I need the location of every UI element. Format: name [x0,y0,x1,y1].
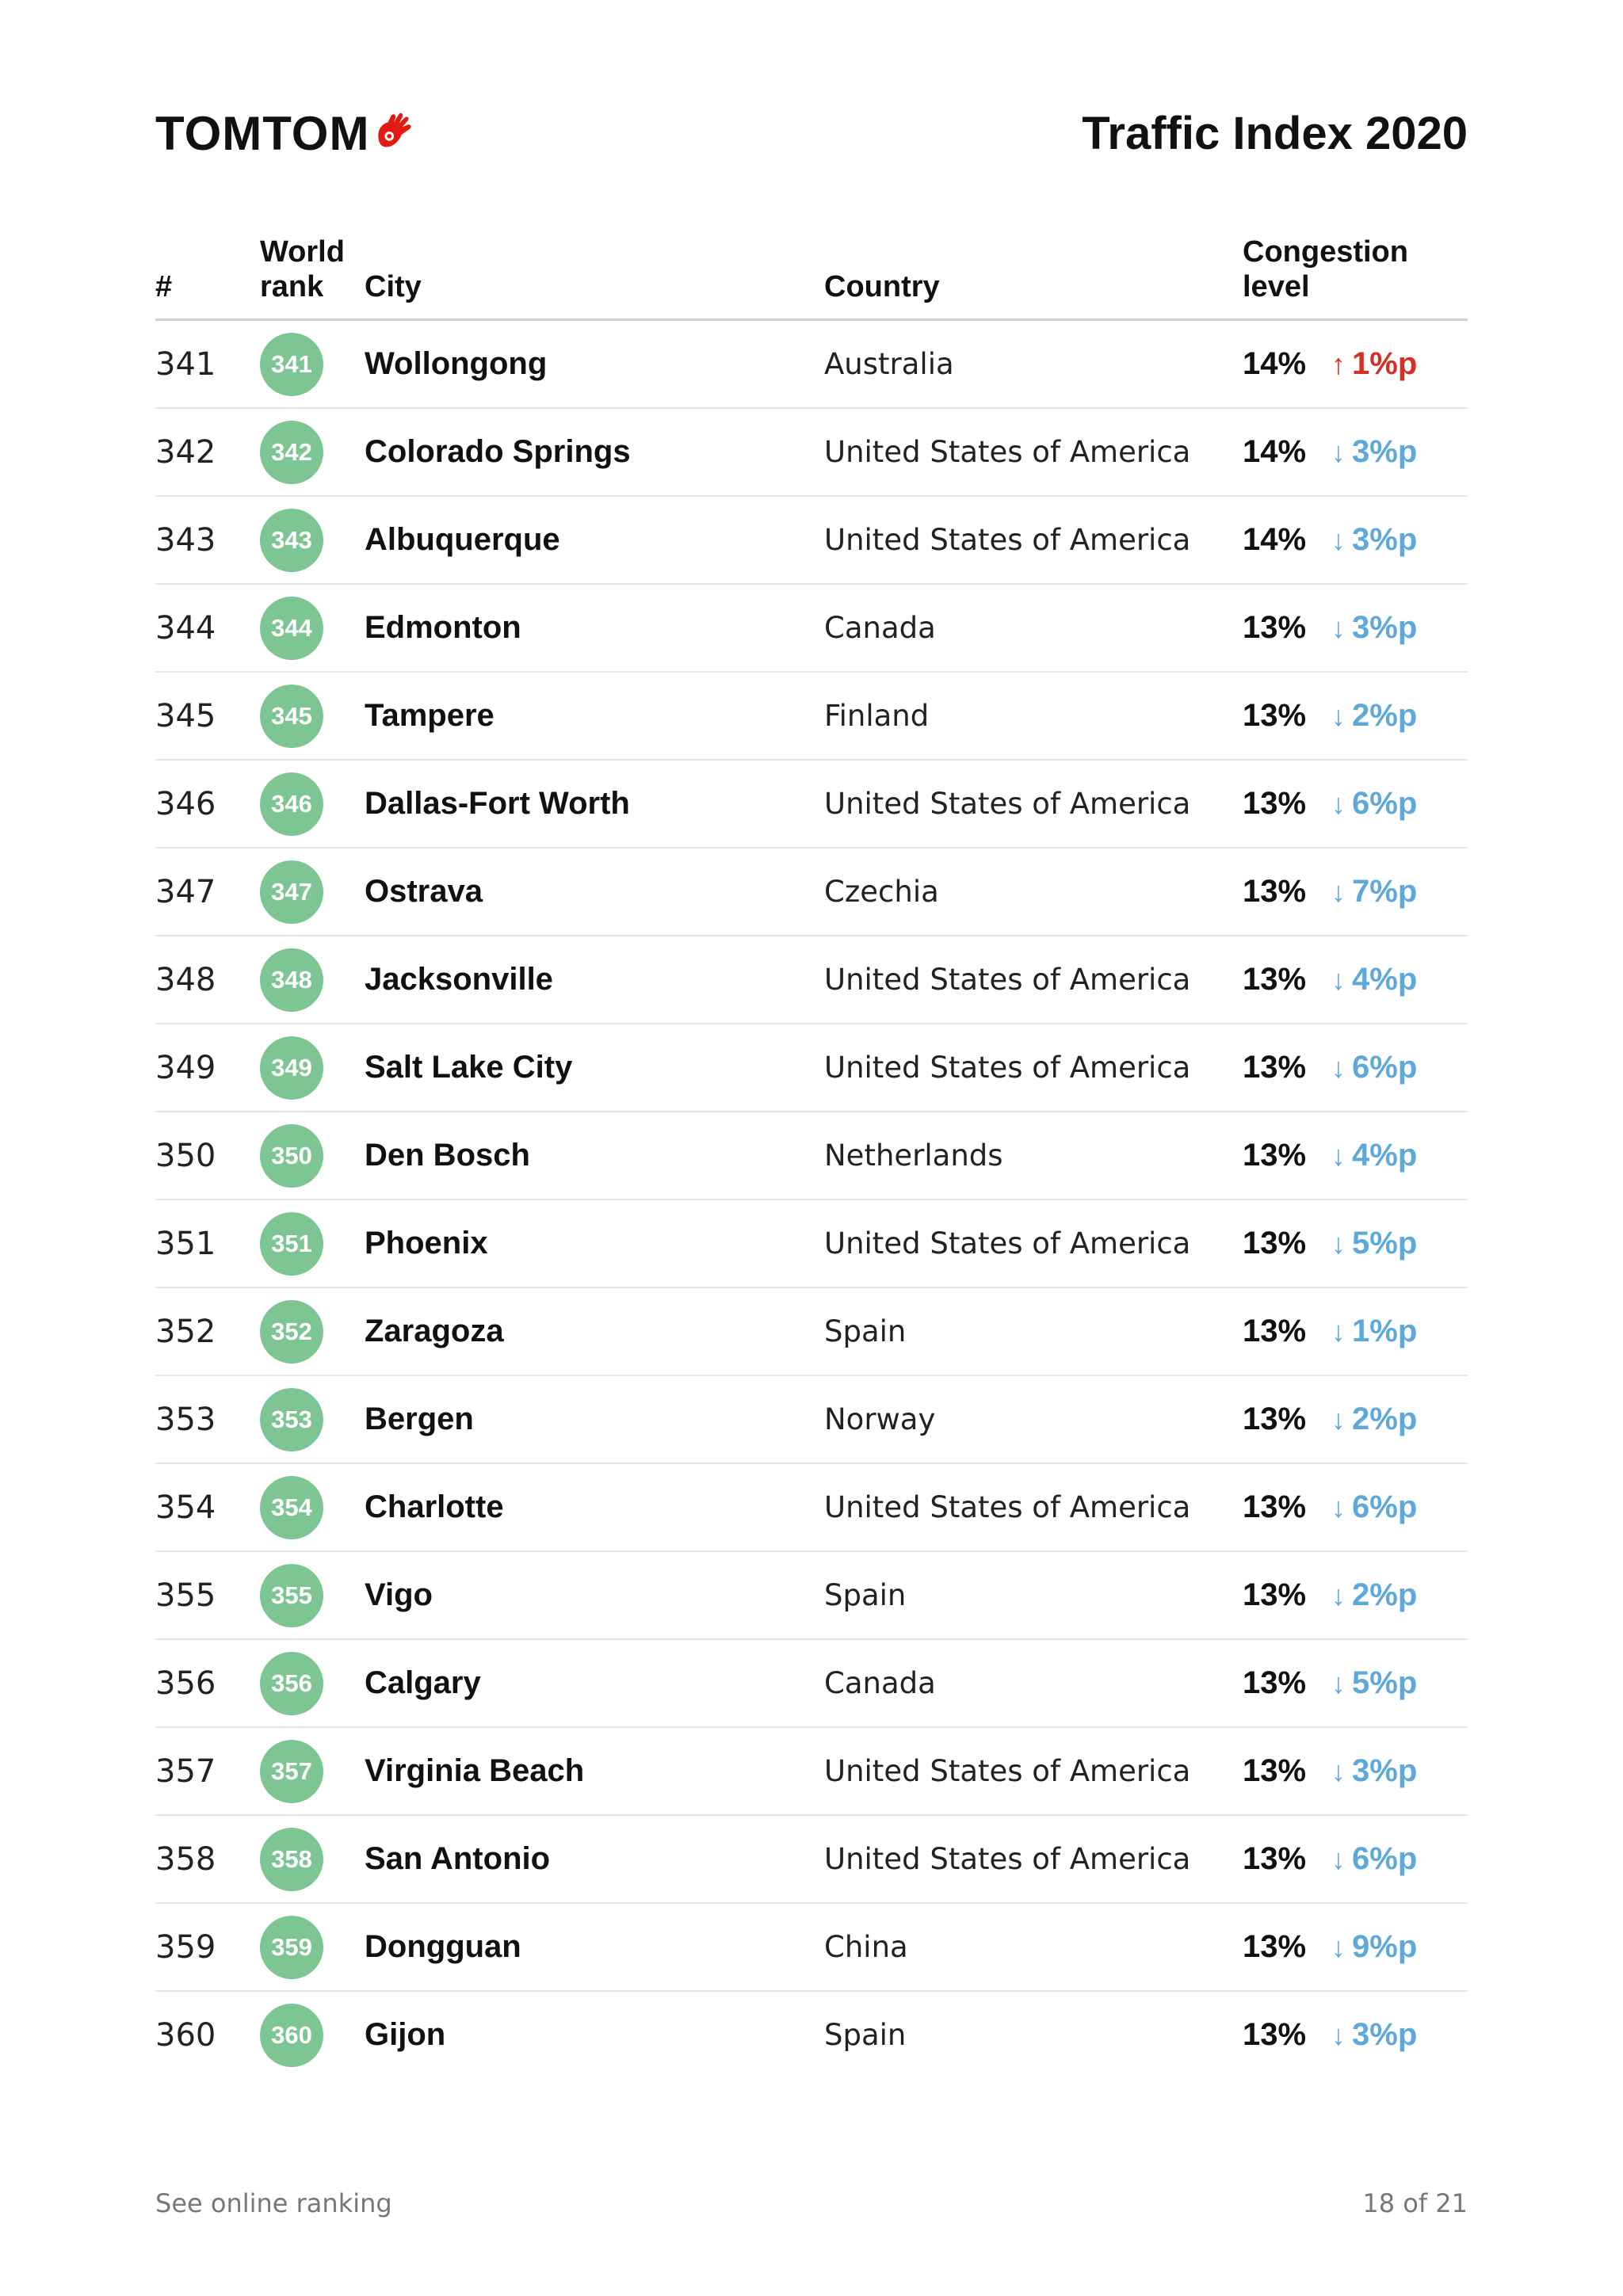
congestion-change [1331,786,1417,822]
world-rank-badge: 341 [260,333,323,396]
congestion-change-value: 4%p [1352,1138,1418,1173]
row-number: 354 [155,1463,260,1551]
country-name: United States of America [824,496,1243,584]
congestion-cell [1243,936,1468,1024]
table-row [155,760,1468,848]
column-header-city: City [365,235,824,320]
congestion-change-value: 6%p [1352,1841,1418,1876]
congestion-change-value: 2%p [1352,1577,1418,1612]
congestion-level: 14% [1243,434,1307,469]
congestion-cell [1243,1199,1468,1287]
congestion-level: 13% [1243,610,1307,645]
world-rank-badge: 346 [260,772,323,836]
world-rank-cell [260,1551,365,1639]
table-row [155,584,1468,672]
congestion-change [1331,1226,1417,1261]
row-number: 345 [155,672,260,760]
world-rank-badge: 351 [260,1212,323,1276]
world-rank-cell [260,1112,365,1199]
congestion-cell [1243,1551,1468,1639]
table-row [155,936,1468,1024]
row-number: 359 [155,1903,260,1991]
table-row [155,1727,1468,1815]
world-rank-cell [260,760,365,848]
table-row [155,1815,1468,1903]
congestion-change [1331,346,1417,382]
row-number: 360 [155,2016,216,2054]
world-rank-cell [260,320,365,409]
city-name: Tampere [365,672,824,760]
column-header-world-rank-line1: World [260,235,345,269]
city-name: Charlotte [365,1463,824,1551]
congestion-cell [1243,672,1468,760]
country-name: Australia [824,320,1243,409]
country-name: Finland [824,672,1243,760]
arrow-down-icon: ↓ [1331,1138,1346,1172]
country-name: Spain [824,2018,907,2052]
row-number: 358 [155,1815,260,1903]
congestion-level: 13% [1243,1402,1307,1436]
congestion-change-value: 6%p [1352,1050,1418,1085]
congestion-cell [1243,1463,1468,1551]
city-name: Den Bosch [365,1112,824,1199]
arrow-down-icon: ↓ [1331,611,1346,644]
table-row [155,1639,1468,1727]
congestion-change-value: 3%p [1352,522,1418,557]
congestion-cell [1243,1375,1468,1463]
arrow-down-icon: ↓ [1331,1842,1346,1875]
world-rank-badge: 353 [260,1388,323,1451]
arrow-down-icon: ↓ [1331,1314,1346,1348]
world-rank-cell [260,672,365,760]
city-name: Dallas-Fort Worth [365,760,824,848]
country-name: United States of America [824,1024,1243,1112]
congestion-cell [1243,408,1468,496]
congestion-level: 13% [1243,1577,1307,1612]
arrow-down-icon: ↓ [1331,1051,1346,1084]
congestion-change-value: 3%p [1352,434,1418,469]
congestion-cell [1243,848,1468,936]
congestion-level: 13% [1243,1050,1307,1085]
city-name: Colorado Springs [365,408,824,496]
row-number: 341 [155,320,260,409]
world-rank-badge: 356 [260,1652,323,1715]
world-rank-cell [260,1463,365,1551]
arrow-down-icon: ↓ [1331,523,1346,556]
world-rank-badge: 359 [260,1916,323,1979]
city-name: Vigo [365,1551,824,1639]
country-name: Spain [824,1551,1243,1639]
country-name: United States of America [824,760,1243,848]
world-rank-badge: 357 [260,1740,323,1803]
row-number: 353 [155,1375,260,1463]
congestion-change [1331,962,1417,997]
congestion-cell [1243,584,1468,672]
congestion-change [1331,1753,1417,1789]
world-rank-badge: 342 [260,421,323,484]
page-title: Traffic Index 2020 [1082,107,1468,159]
country-name: Canada [824,584,1243,672]
congestion-change [1331,2017,1417,2053]
world-rank-cell [260,1199,365,1287]
world-rank-badge: 348 [260,948,323,1012]
congestion-level: 14% [1243,346,1307,381]
city-name: Salt Lake City [365,1024,824,1112]
world-rank-cell [260,1727,365,1815]
congestion-cell [1243,1815,1468,1903]
table-row [155,672,1468,760]
congestion-change-value: 3%p [1352,1753,1418,1788]
table-row [155,1024,1468,1112]
arrow-down-icon: ↓ [1331,963,1346,996]
congestion-change-value: 9%p [1352,1929,1418,1964]
row-number: 342 [155,408,260,496]
table-row [155,1112,1468,1199]
table-row [155,1991,1468,2078]
world-rank-badge: 354 [260,1476,323,1539]
country-name: Netherlands [824,1112,1243,1199]
see-online-ranking-link[interactable]: See online ranking [155,2188,392,2218]
country-name: United States of America [824,1727,1243,1815]
congestion-cell [1243,320,1468,409]
world-rank-cell [260,408,365,496]
congestion-change-value: 6%p [1352,786,1418,821]
column-header-congestion: Congestion level [1243,235,1468,320]
congestion-change-value: 2%p [1352,1402,1418,1436]
table-row [155,320,1468,409]
congestion-level: 13% [1243,1314,1307,1348]
congestion-cell [1243,1903,1468,1991]
congestion-cell [1243,1727,1468,1815]
congestion-change-value: 5%p [1352,1226,1418,1261]
congestion-change [1331,434,1417,470]
arrow-up-icon: ↑ [1331,347,1346,380]
page-footer [155,2188,1468,2218]
tomtom-hand-icon [371,109,420,158]
congestion-change-value: 1%p [1352,1314,1418,1348]
world-rank-badge: 343 [260,509,323,572]
table-header-row [155,235,1468,320]
congestion-change [1331,522,1417,558]
world-rank-cell [260,496,365,584]
country-name: Canada [824,1639,1243,1727]
table-row [155,1551,1468,1639]
arrow-down-icon: ↓ [1331,699,1346,732]
country-name: United States of America [824,1815,1243,1903]
congestion-change [1331,1577,1417,1613]
congestion-cell [1243,496,1468,584]
congestion-cell [1243,1991,1468,2078]
world-rank-cell [260,1903,365,1991]
congestion-cell [1243,1287,1468,1375]
row-number: 346 [155,760,260,848]
world-rank-badge: 349 [260,1036,323,1100]
congestion-change [1331,1314,1417,1349]
world-rank-cell [260,936,365,1024]
row-number: 350 [155,1112,260,1199]
congestion-change-value: 3%p [1352,610,1418,645]
congestion-level: 13% [1243,962,1307,997]
congestion-change-value: 6%p [1352,1489,1418,1524]
world-rank-cell [260,1287,365,1375]
congestion-level: 13% [1243,874,1307,909]
arrow-down-icon: ↓ [1331,1930,1346,1963]
column-header-country: Country [824,235,1243,320]
congestion-level: 13% [1243,1841,1307,1876]
congestion-change [1331,874,1417,910]
table-row [155,1903,1468,1991]
city-name: Dongguan [365,1903,824,1991]
world-rank-cell [260,584,365,672]
city-name: San Antonio [365,1815,824,1903]
world-rank-cell [260,1815,365,1903]
city-name: Gijon [365,2017,446,2052]
congestion-change-value: 3%p [1352,2017,1418,2052]
column-header-world-rank-line2: rank [260,270,324,303]
world-rank-badge: 345 [260,685,323,748]
row-number: 357 [155,1727,260,1815]
arrow-down-icon: ↓ [1331,1578,1346,1611]
column-header-world-rank [260,235,365,320]
row-number: 349 [155,1024,260,1112]
column-header-num: # [155,235,260,320]
arrow-down-icon: ↓ [1331,787,1346,820]
table-row [155,496,1468,584]
world-rank-cell [260,1375,365,1463]
arrow-down-icon: ↓ [1331,875,1346,908]
city-name: Zaragoza [365,1287,824,1375]
congestion-change-value: 4%p [1352,962,1418,997]
table-row [155,1199,1468,1287]
congestion-change-value: 2%p [1352,698,1418,733]
congestion-level: 13% [1243,1138,1307,1173]
congestion-change [1331,698,1417,734]
city-name: Wollongong [365,320,824,409]
city-name: Ostrava [365,848,824,936]
row-number: 356 [155,1639,260,1727]
city-name: Bergen [365,1375,824,1463]
table-row [155,848,1468,936]
ranking-table [155,235,1468,2078]
page-number: 18 of 21 [1362,2188,1468,2218]
row-number: 352 [155,1287,260,1375]
congestion-change [1331,1402,1417,1437]
row-number: 343 [155,496,260,584]
congestion-level: 13% [1243,698,1307,733]
country-name: Spain [824,1287,1243,1375]
row-number: 351 [155,1199,260,1287]
city-name: Phoenix [365,1199,824,1287]
congestion-change-value: 7%p [1352,874,1418,909]
country-name: Czechia [824,848,1243,936]
world-rank-cell [260,1991,365,2078]
page-header [155,101,1468,165]
table-row [155,1463,1468,1551]
congestion-level: 13% [1243,1929,1307,1964]
world-rank-badge: 355 [260,1564,323,1627]
city-name: Edmonton [365,584,824,672]
congestion-change [1331,1665,1417,1701]
congestion-cell [1243,1639,1468,1727]
congestion-cell [1243,1112,1468,1199]
congestion-level: 14% [1243,522,1307,557]
table-row [155,1375,1468,1463]
world-rank-badge: 347 [260,860,323,924]
city-name: Calgary [365,1639,824,1727]
congestion-change [1331,1489,1417,1525]
congestion-change-value: 1%p [1352,346,1418,381]
tomtom-logo [155,106,420,161]
table-body [155,320,1468,2079]
row-number: 344 [155,584,260,672]
country-name: China [824,1903,1243,1991]
city-name: Virginia Beach [365,1727,824,1815]
congestion-cell [1243,760,1468,848]
congestion-level: 13% [1243,2017,1307,2052]
congestion-change [1331,610,1417,646]
world-rank-badge: 344 [260,597,323,660]
table-row [155,408,1468,496]
congestion-level: 13% [1243,786,1307,821]
country-name: Norway [824,1375,1243,1463]
congestion-level: 13% [1243,1665,1307,1700]
congestion-level: 13% [1243,1489,1307,1524]
world-rank-cell [260,1639,365,1727]
country-name: United States of America [824,1199,1243,1287]
row-number: 347 [155,848,260,936]
world-rank-badge: 352 [260,1300,323,1363]
world-rank-badge: 360 [260,2004,323,2067]
arrow-down-icon: ↓ [1331,1754,1346,1787]
city-name: Jacksonville [365,936,824,1024]
world-rank-cell [260,848,365,936]
congestion-change [1331,1050,1417,1085]
congestion-level: 13% [1243,1226,1307,1261]
congestion-change-value: 5%p [1352,1665,1418,1700]
row-number: 348 [155,936,260,1024]
congestion-cell [1243,1024,1468,1112]
arrow-down-icon: ↓ [1331,1226,1346,1260]
congestion-change [1331,1841,1417,1877]
world-rank-badge: 358 [260,1828,323,1891]
country-name: United States of America [824,1463,1243,1551]
congestion-level: 13% [1243,1753,1307,1788]
arrow-down-icon: ↓ [1331,1402,1346,1436]
congestion-change [1331,1138,1417,1173]
arrow-down-icon: ↓ [1331,1666,1346,1699]
arrow-down-icon: ↓ [1331,1490,1346,1524]
country-name: United States of America [824,936,1243,1024]
congestion-change [1331,1929,1417,1965]
world-rank-cell [260,1024,365,1112]
row-number: 355 [155,1551,260,1639]
logo-wordmark: TOMTOM [155,106,370,160]
arrow-down-icon: ↓ [1331,435,1346,468]
world-rank-badge: 350 [260,1124,323,1188]
table-row [155,1287,1468,1375]
city-name: Albuquerque [365,496,824,584]
country-name: United States of America [824,408,1243,496]
arrow-down-icon: ↓ [1331,2018,1346,2051]
